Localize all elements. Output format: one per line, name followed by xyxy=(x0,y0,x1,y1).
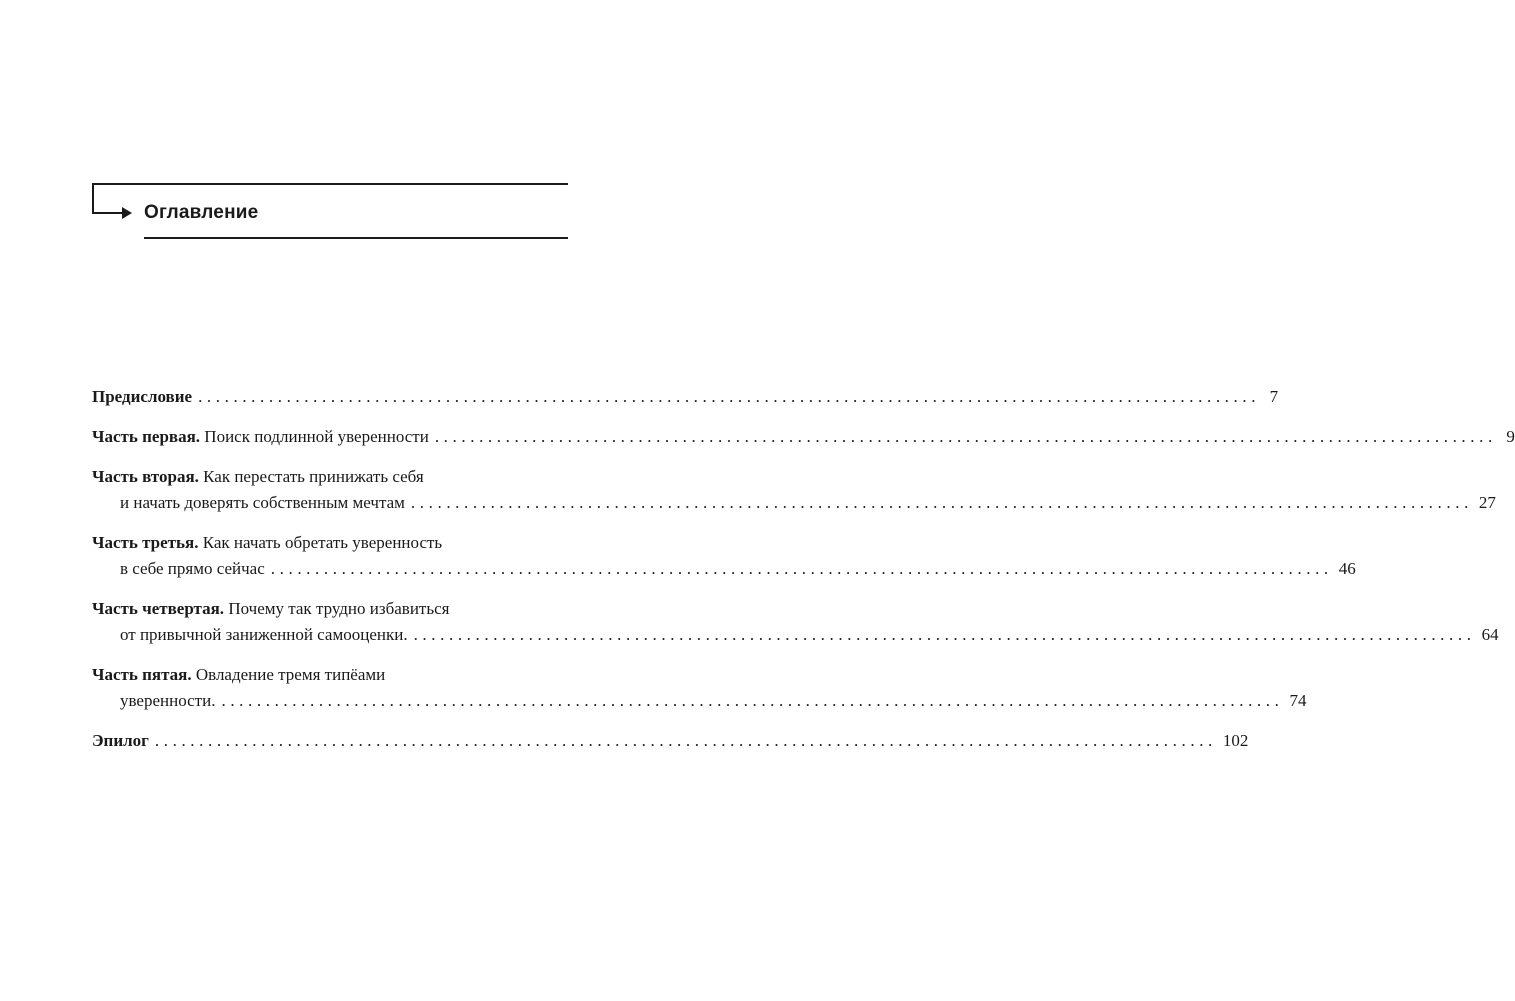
dot-leader: ........................................................................................................................ xyxy=(270,559,1333,578)
toc-entry-part: Часть пятая. xyxy=(92,665,192,684)
toc-entry-part: Предисловие xyxy=(92,387,193,406)
toc-entry-part: Эпилог xyxy=(92,731,149,750)
toc-page-number: 27 xyxy=(1478,493,1496,512)
toc-entry-title: Как начать обретать уверенность xyxy=(202,533,443,552)
header-left-rule xyxy=(92,183,94,213)
toc-entry-part-4[interactable] xyxy=(92,596,1499,648)
header-arrow-line xyxy=(92,212,124,214)
toc-entry-part: Часть третья. xyxy=(92,533,199,552)
toc-entry-part-5[interactable] xyxy=(92,662,1307,714)
toc-entry-title: Как перестать принижать себя xyxy=(203,467,424,486)
toc-entry-foreword[interactable] xyxy=(92,384,1279,410)
toc-page-number: 64 xyxy=(1481,625,1499,644)
toc-entry-title: Почему так трудно избавиться xyxy=(228,599,450,618)
table-of-contents xyxy=(92,384,1515,768)
header-top-rule xyxy=(92,183,568,185)
toc-page-number: 102 xyxy=(1222,731,1249,750)
toc-entry-part: Часть четвертая. xyxy=(92,599,225,618)
toc-entry-title-cont: и начать доверять собственным мечтам xyxy=(120,493,405,512)
arrow-right-icon xyxy=(122,207,132,219)
toc-page-number: 46 xyxy=(1338,559,1356,578)
dot-leader: ........................................................................................................................ xyxy=(434,427,1497,446)
toc-page-number: 74 xyxy=(1289,691,1307,710)
page-title: Оглавление xyxy=(144,202,259,223)
toc-entry-part-3[interactable] xyxy=(92,530,1356,582)
toc-entry-part: Часть вторая. xyxy=(92,467,199,486)
toc-page-number: 7 xyxy=(1269,387,1279,406)
dot-leader: ........................................................................................................................ xyxy=(413,625,1476,644)
toc-page-number: 9 xyxy=(1506,427,1515,446)
toc-entry-part: Часть первая. xyxy=(92,427,201,446)
toc-entry-title: Овладение тремя типёами xyxy=(195,665,386,684)
toc-entry-part-1[interactable] xyxy=(92,424,1515,450)
dot-leader: ........................................................................................................................ xyxy=(410,493,1473,512)
header-bottom-rule xyxy=(144,237,568,239)
dot-leader: ........................................................................................................................ xyxy=(198,387,1261,406)
dot-leader: ........................................................................................................................ xyxy=(154,731,1217,750)
toc-entry-epilogue[interactable] xyxy=(92,728,1249,754)
toc-entry-title-cont: уверенности. xyxy=(120,691,216,710)
toc-entry-title: Поиск подлинной уверенности xyxy=(204,427,429,446)
toc-entry-title-cont: от привычной заниженной самооценки. xyxy=(120,625,408,644)
toc-entry-title-cont: в себе прямо сейчас xyxy=(120,559,265,578)
dot-leader: ........................................................................................................................ xyxy=(221,691,1284,710)
toc-entry-part-2[interactable] xyxy=(92,464,1496,516)
